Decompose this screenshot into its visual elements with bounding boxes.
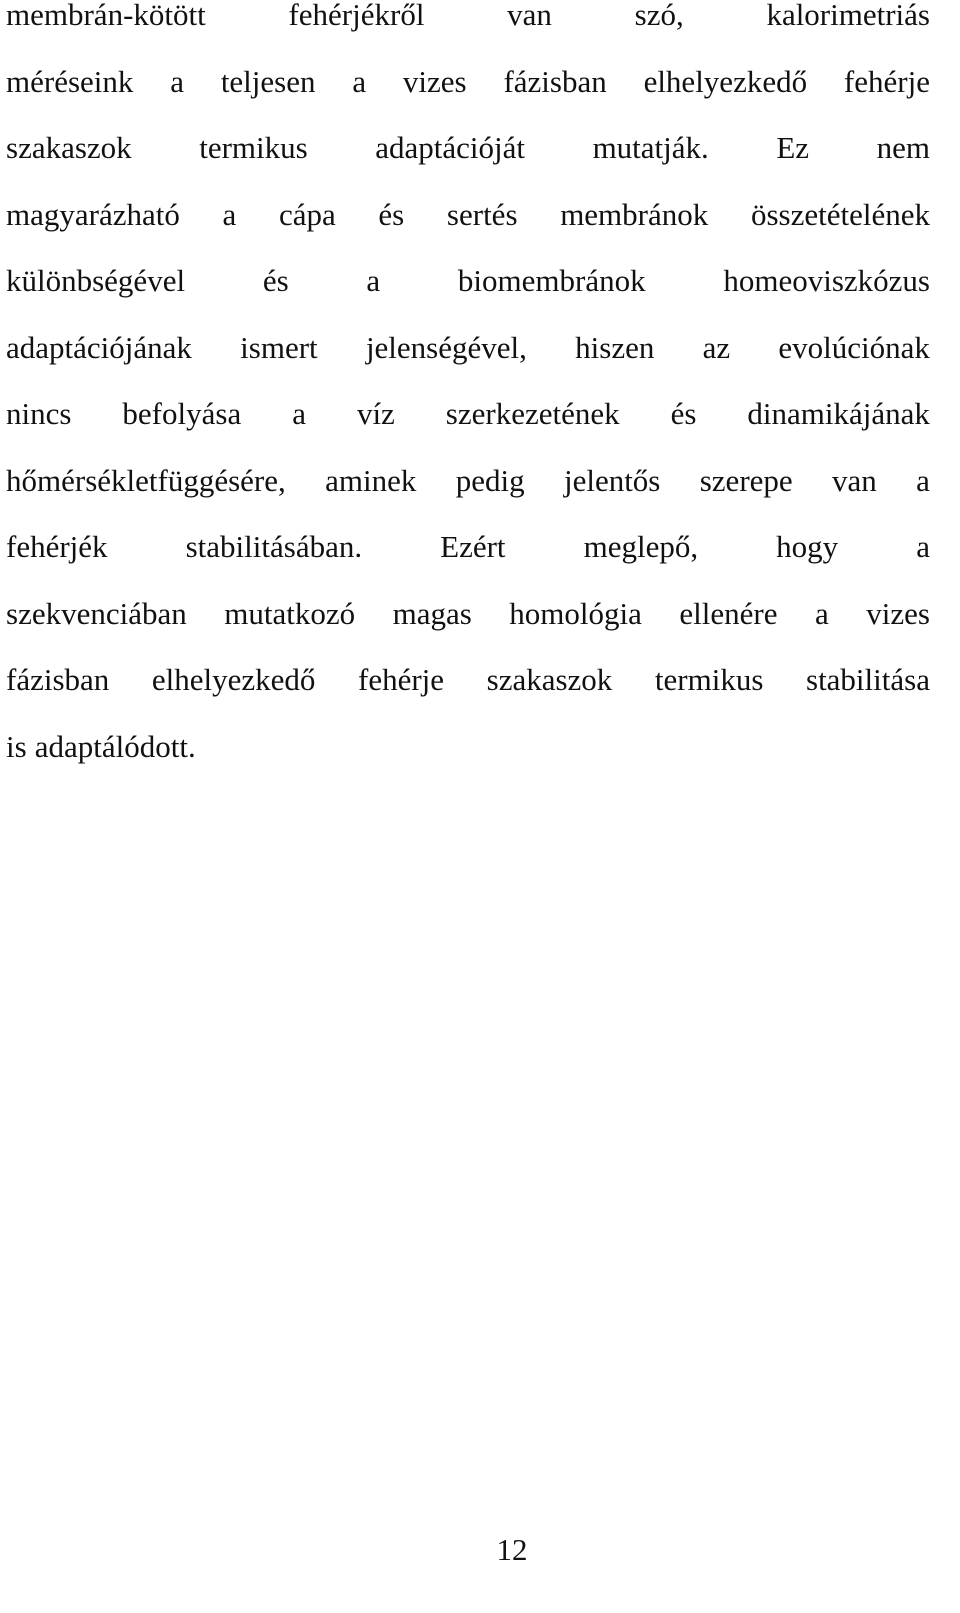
word: összetételének <box>750 196 930 232</box>
word: fázisban <box>6 662 110 697</box>
text-line <box>6 714 930 781</box>
word: nincs <box>6 396 72 431</box>
text-line <box>6 381 930 448</box>
word: membránok <box>560 196 709 232</box>
body-paragraph <box>6 0 930 780</box>
word: nem <box>876 130 930 165</box>
word: cápa <box>278 196 336 232</box>
word: homológia <box>509 595 642 631</box>
word: is <box>6 728 27 764</box>
text-line <box>6 49 930 116</box>
page-number: 12 <box>496 1532 528 1567</box>
word: van <box>832 462 877 498</box>
word: a <box>352 63 367 99</box>
word: fehérjék <box>6 529 108 564</box>
word: a <box>170 63 184 99</box>
word: a <box>916 462 930 498</box>
text-line <box>6 647 930 714</box>
word: termikus <box>654 662 764 697</box>
word: vizes <box>402 63 467 99</box>
text-line <box>6 448 930 515</box>
word: biomembránok <box>457 263 646 298</box>
word: és <box>670 396 697 431</box>
word: víz <box>356 396 395 431</box>
word: a <box>222 196 237 232</box>
word: stabilitásában. <box>185 529 363 564</box>
word: termikus <box>199 130 308 165</box>
word: szakaszok <box>486 662 613 697</box>
word: fázisban <box>503 63 607 99</box>
word: membrán-kötött <box>6 0 206 32</box>
text-line <box>6 115 930 182</box>
word: és <box>262 263 289 298</box>
word: a <box>366 263 381 298</box>
word: meglepő, <box>583 529 699 564</box>
word: a <box>916 529 930 564</box>
word: és <box>378 196 405 232</box>
text-line <box>6 182 930 249</box>
word: mutatják. <box>592 130 709 165</box>
word: pedig <box>455 462 525 498</box>
word: a <box>292 396 306 431</box>
word: fehérjékről <box>288 0 425 32</box>
text-line <box>6 581 930 648</box>
word: teljesen <box>220 63 316 99</box>
word: az <box>702 329 731 365</box>
word: kalorimetriás <box>766 0 930 32</box>
word: mutatkozó <box>224 595 356 631</box>
text-line <box>6 248 930 315</box>
word: Ez <box>776 130 810 165</box>
word: adaptációját <box>375 130 526 165</box>
word: magas <box>392 595 472 631</box>
word: a <box>815 595 829 631</box>
word: fehérje <box>358 662 445 697</box>
word: evolúciónak <box>778 329 930 365</box>
word: sertés <box>446 196 518 232</box>
word: jelentős <box>563 462 661 498</box>
word: adaptálódott. <box>34 728 196 764</box>
word: homeoviszkózus <box>723 263 930 298</box>
word: befolyása <box>122 396 242 431</box>
word: stabilitása <box>806 662 930 697</box>
word: aminek <box>325 462 417 498</box>
word: szakaszok <box>6 130 132 165</box>
word: különbségével <box>6 263 186 298</box>
word: magyarázható <box>6 196 180 232</box>
word: dinamikájának <box>747 396 930 431</box>
word: adaptációjának <box>6 329 192 365</box>
word: hogy <box>776 529 839 564</box>
text-line <box>6 0 930 49</box>
word: fehérje <box>843 63 930 99</box>
word: elhelyezkedő <box>151 662 316 697</box>
word: hőmérsékletfüggésére, <box>6 462 286 498</box>
word: elhelyezkedő <box>643 63 808 99</box>
word: ellenére <box>679 595 778 631</box>
word: méréseink <box>6 63 134 99</box>
word: jelenségével, <box>365 329 527 365</box>
word: szerepe <box>699 462 793 498</box>
word: van <box>507 0 552 32</box>
word: ismert <box>240 329 318 365</box>
word: Ezért <box>440 529 506 564</box>
text-line <box>6 514 930 581</box>
word: szó, <box>634 0 684 32</box>
text-line <box>6 315 930 382</box>
word: szerkezetének <box>445 396 620 431</box>
word: vizes <box>866 595 930 631</box>
word: hiszen <box>575 329 655 365</box>
word: szekvenciában <box>6 595 187 631</box>
